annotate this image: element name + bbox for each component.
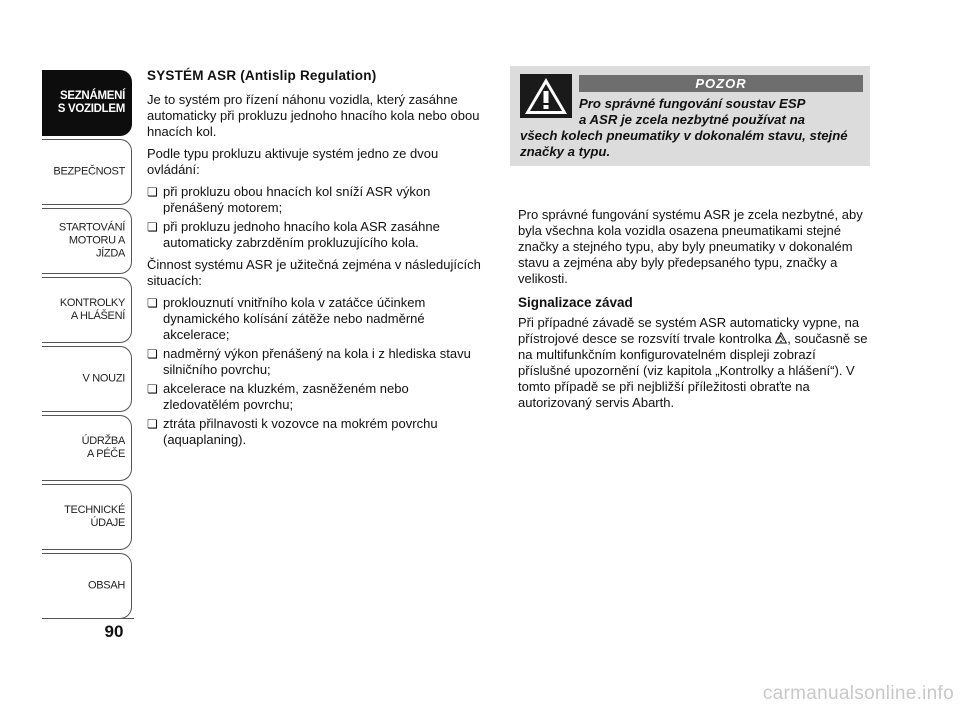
list-item: ❏ proklouznutí vnitřního kola v zatáčce účinkem dynamického kolísání zátěže nebo nadměrné akcelerace;: [147, 295, 487, 343]
paragraph: [518, 315, 870, 411]
paragraph: Pro správné fungování systému ASR je zcela nezbytné, aby byla všechna kola vozidla osazena pneumatikami stejné značky a stejného typu, aby byly pneumatiky v dokonalém stavu a zejména aby byly předepsaného typu, značky a velikosti.: [518, 207, 863, 286]
paragraph: Činnost systému ASR je užitečná zejména v následujících situacích:: [147, 257, 481, 288]
tab-label: A HLÁŠENÍ: [70, 310, 125, 322]
tab-label: TECHNICKÉ: [64, 504, 125, 516]
list-item: ❏ akcelerace na kluzkém, zasněženém nebo zledovatělém povrchu;: [147, 381, 487, 413]
subsection-heading: Signalizace závad: [518, 295, 633, 310]
asr-warning-lamp-icon: [775, 332, 787, 344]
page-number: 90: [104, 622, 124, 641]
tab-obsah[interactable]: [42, 553, 132, 619]
tab-label: V NOUZI: [82, 372, 125, 385]
tab-bezpecnost[interactable]: [42, 139, 132, 205]
tab-seznameni[interactable]: [42, 70, 132, 136]
tab-kontrolky[interactable]: [42, 277, 132, 343]
tab-label: MOTORU A JÍZDA: [68, 234, 125, 260]
tab-v-nouzi[interactable]: [42, 346, 132, 412]
paragraph: Podle typu prokluzu aktivuje systém jedno ze dvou ovládání:: [147, 146, 439, 177]
right-column: [518, 207, 870, 417]
list-item: ❏ nadměrný výkon přenášený na kola i z hlediska stavu silničního povrchu;: [147, 346, 487, 378]
list-item: ❏ při prokluzu jednoho hnacího kola ASR zasáhne automaticky zabrzděním prokluzujícího kola.: [147, 219, 487, 251]
list-item: ❏ při prokluzu obou hnacích kol sníží ASR výkon přenášený motorem;: [147, 184, 487, 216]
left-column: [147, 68, 487, 454]
tab-label: A PÉČE: [87, 448, 125, 460]
tab-label: BEZPEČNOST: [53, 165, 125, 178]
tab-label: OBSAH: [87, 579, 125, 592]
section-heading: SYSTÉM ASR (Antislip Regulation): [147, 68, 377, 83]
tab-label: KONTROLKY: [59, 297, 125, 309]
tab-label: STARTOVÁNÍ: [58, 221, 125, 234]
paragraph-text: Při případné závadě se systém ASR automaticky vypne, na přístrojové desce se rozsvítí trvale kontrolka: [518, 315, 860, 346]
paragraph: Je to systém pro řízení náhonu vozidla, který zasáhne automaticky při prokluzu jednoho hnacího kola nebo obou hnacích kol.: [147, 92, 480, 139]
warning-text: [520, 96, 865, 160]
list-item: ❏ ztráta přilnavosti k vozovce na mokrém povrchu (aquaplaning).: [147, 416, 487, 448]
warning-line: a ASR je zcela nezbytné používat na: [579, 112, 805, 127]
warning-box: [510, 66, 870, 166]
warning-title: POZOR: [579, 75, 863, 92]
warning-line: Pro správné fungování soustav ESP: [579, 96, 806, 111]
tab-startovani[interactable]: [42, 208, 132, 274]
bullet-list: [147, 295, 487, 448]
tab-label: ÚDAJE: [90, 517, 125, 529]
tab-technicke-udaje[interactable]: [42, 484, 132, 550]
paragraph-text: , současně se na multifunkčním konfigurovatelném displeji zobrazí příslušné upozornění (viz kapitola „Kontrolky a hlášení“). V tomto případě se při nejbližší příležitosti obraťte na autorizovaný servis Abarth.: [518, 331, 868, 410]
sidebar-divider: [42, 618, 134, 619]
bullet-list: [147, 184, 487, 251]
tab-label: S VOZIDLEM: [57, 103, 125, 115]
tab-label: SEZNÁMENÍ: [59, 90, 125, 102]
tab-udrzba[interactable]: [42, 415, 132, 481]
tab-label: ÚDRŽBA: [81, 435, 125, 447]
warning-line: všech kolech pneumatiky v dokonalém stavu, stejné značky a typu.: [520, 128, 848, 159]
watermark: carmanualsonline.info: [762, 683, 954, 704]
